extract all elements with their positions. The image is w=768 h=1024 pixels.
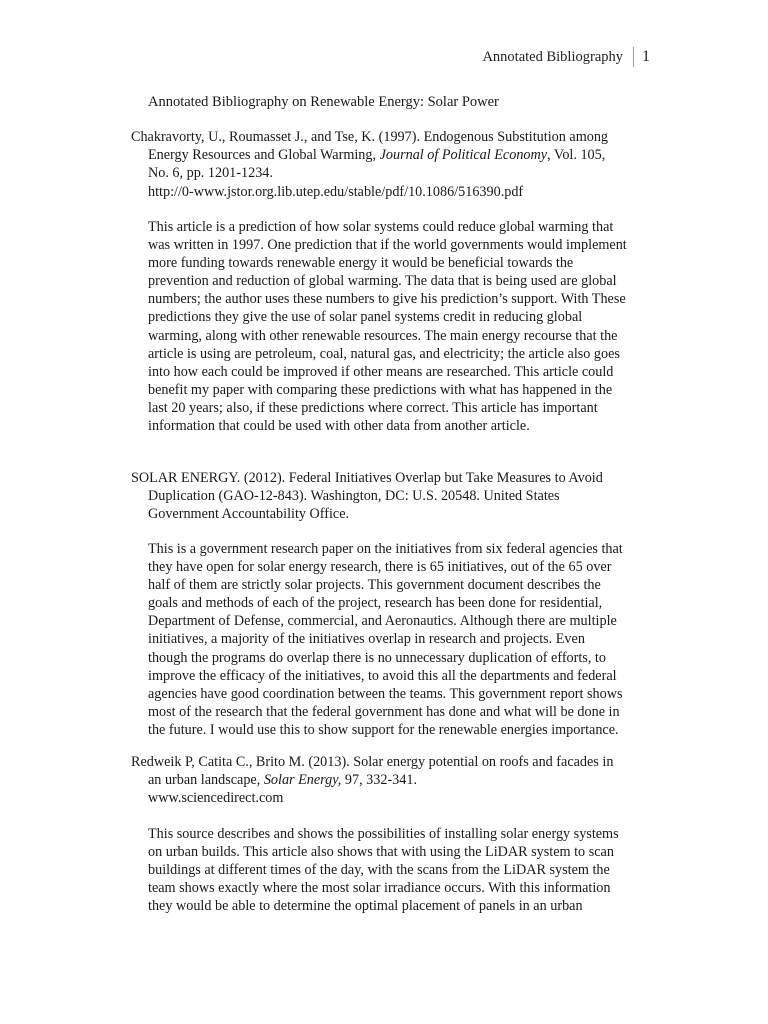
annotation-line: improve the efficacy of the initiatives, to avoid this all the departments and federal <box>148 667 617 684</box>
citation-line: Chakravorty, U., Roumasset J., and Tse, K. (1997). Endogenous Substitution among <box>131 129 609 145</box>
running-head-text: Annotated Bibliography <box>482 48 623 65</box>
page-number: 1 <box>642 48 650 65</box>
annotation-line: This article is a prediction of how solar systems could reduce global warming that <box>148 219 614 235</box>
annotation-line: the future. I would use this to show support for the renewable energies importance. <box>148 721 619 738</box>
annotation-line: This source describes and shows the possibilities of installing solar energy systems <box>148 826 619 842</box>
annotation-line: they have open for solar energy research, there is 65 initiatives, out of the 65 over <box>148 559 612 576</box>
annotation-line: information that could be used with other data from another article. <box>148 418 530 435</box>
annotation-line: goals and methods of each of the project, research has been done for residential, <box>148 595 603 612</box>
annotation-line: they would be able to determine the optimal placement of panels in an urban <box>148 898 583 915</box>
annotation-line: initiatives, a majority of the initiatives overlap in research and projects. Even <box>148 631 585 648</box>
citation-line: Government Accountability Office. <box>148 506 350 523</box>
annotation-line: on urban builds. This article also shows that with using the LiDAR system to scan <box>148 844 614 861</box>
citation-entry <box>131 753 678 808</box>
citation-entry <box>131 128 678 201</box>
citation-line: Redweik P, Catita C., Brito M. (2013). Solar energy potential on roofs and facades in <box>131 754 614 770</box>
annotation-line: though the programs do overlap there is no unnecessary duplication of efforts, to <box>148 649 606 666</box>
annotation-line: article is using are petroleum, coal, natural gas, and electricity; the article also goes <box>148 345 620 362</box>
citation-url: www.sciencedirect.com <box>148 790 284 807</box>
citation-line: Energy Resources and Global Warming, Journal of Political Economy, Vol. 105, <box>148 147 606 164</box>
annotation-line: was written in 1997. One prediction that if the world governments would implement <box>148 237 627 254</box>
header-divider <box>633 47 634 67</box>
annotation-line: numbers; the author uses these numbers to give his prediction’s support. With These <box>148 291 626 308</box>
citation-line: Duplication (GAO-12-843). Washington, DC: U.S. 20548. United States <box>148 488 560 505</box>
citation-entry <box>131 469 678 524</box>
annotation-line: agencies have good coordination between the teams. This government report shows <box>148 685 623 702</box>
citation-line: an urban landscape, Solar Energy, 97, 332-341. <box>148 772 417 789</box>
annotation-line: prevention and reduction of global warming. The data that is being used are global <box>148 273 617 290</box>
annotation-line: This is a government research paper on the initiatives from six federal agencies that <box>148 541 623 557</box>
annotation-paragraph <box>148 540 660 739</box>
annotation-line: buildings at different times of the day, with the scans from the LiDAR system the <box>148 862 610 879</box>
annotation-line: last 20 years; also, if these predictions where correct. This article has important <box>148 399 598 416</box>
document-title: Annotated Bibliography on Renewable Energy: Solar Power <box>148 94 499 110</box>
citation-url: http://0-www.jstor.org.lib.utep.edu/stable/pdf/10.1086/516390.pdf <box>148 183 524 200</box>
annotation-line: half of them are strictly solar projects. This government document describes the <box>148 577 601 594</box>
citation-line: SOLAR ENERGY. (2012). Federal Initiatives Overlap but Take Measures to Avoid <box>131 470 603 486</box>
running-header <box>482 47 650 67</box>
annotation-line: team shows exactly where the most solar irradiance occurs. With this information <box>148 880 611 897</box>
annotation-paragraph <box>148 825 660 915</box>
annotation-line: into how each could be improved if other means are researched. This article could <box>148 363 614 380</box>
annotation-line: Department of Defense, commercial, and Aeronautics. Although there are multiple <box>148 613 617 630</box>
annotation-paragraph <box>148 218 660 435</box>
annotation-line: benefit my paper with comparing these predictions with what has happened in the <box>148 381 613 398</box>
citation-line: No. 6, pp. 1201-1234. <box>148 165 273 182</box>
journal-title: Journal of Political Economy <box>379 147 548 164</box>
annotation-line: most of the research that the federal government has done and what will be done in <box>148 703 620 720</box>
annotation-line: warming, along with other renewable resources. The main energy recourse that the <box>148 327 618 344</box>
annotation-line: predictions they give the use of solar panel systems credit in reducing global <box>148 309 583 326</box>
annotation-line: more funding towards renewable energy it would be beneficial towards the <box>148 255 574 272</box>
journal-title: Solar Energy, <box>263 772 342 789</box>
